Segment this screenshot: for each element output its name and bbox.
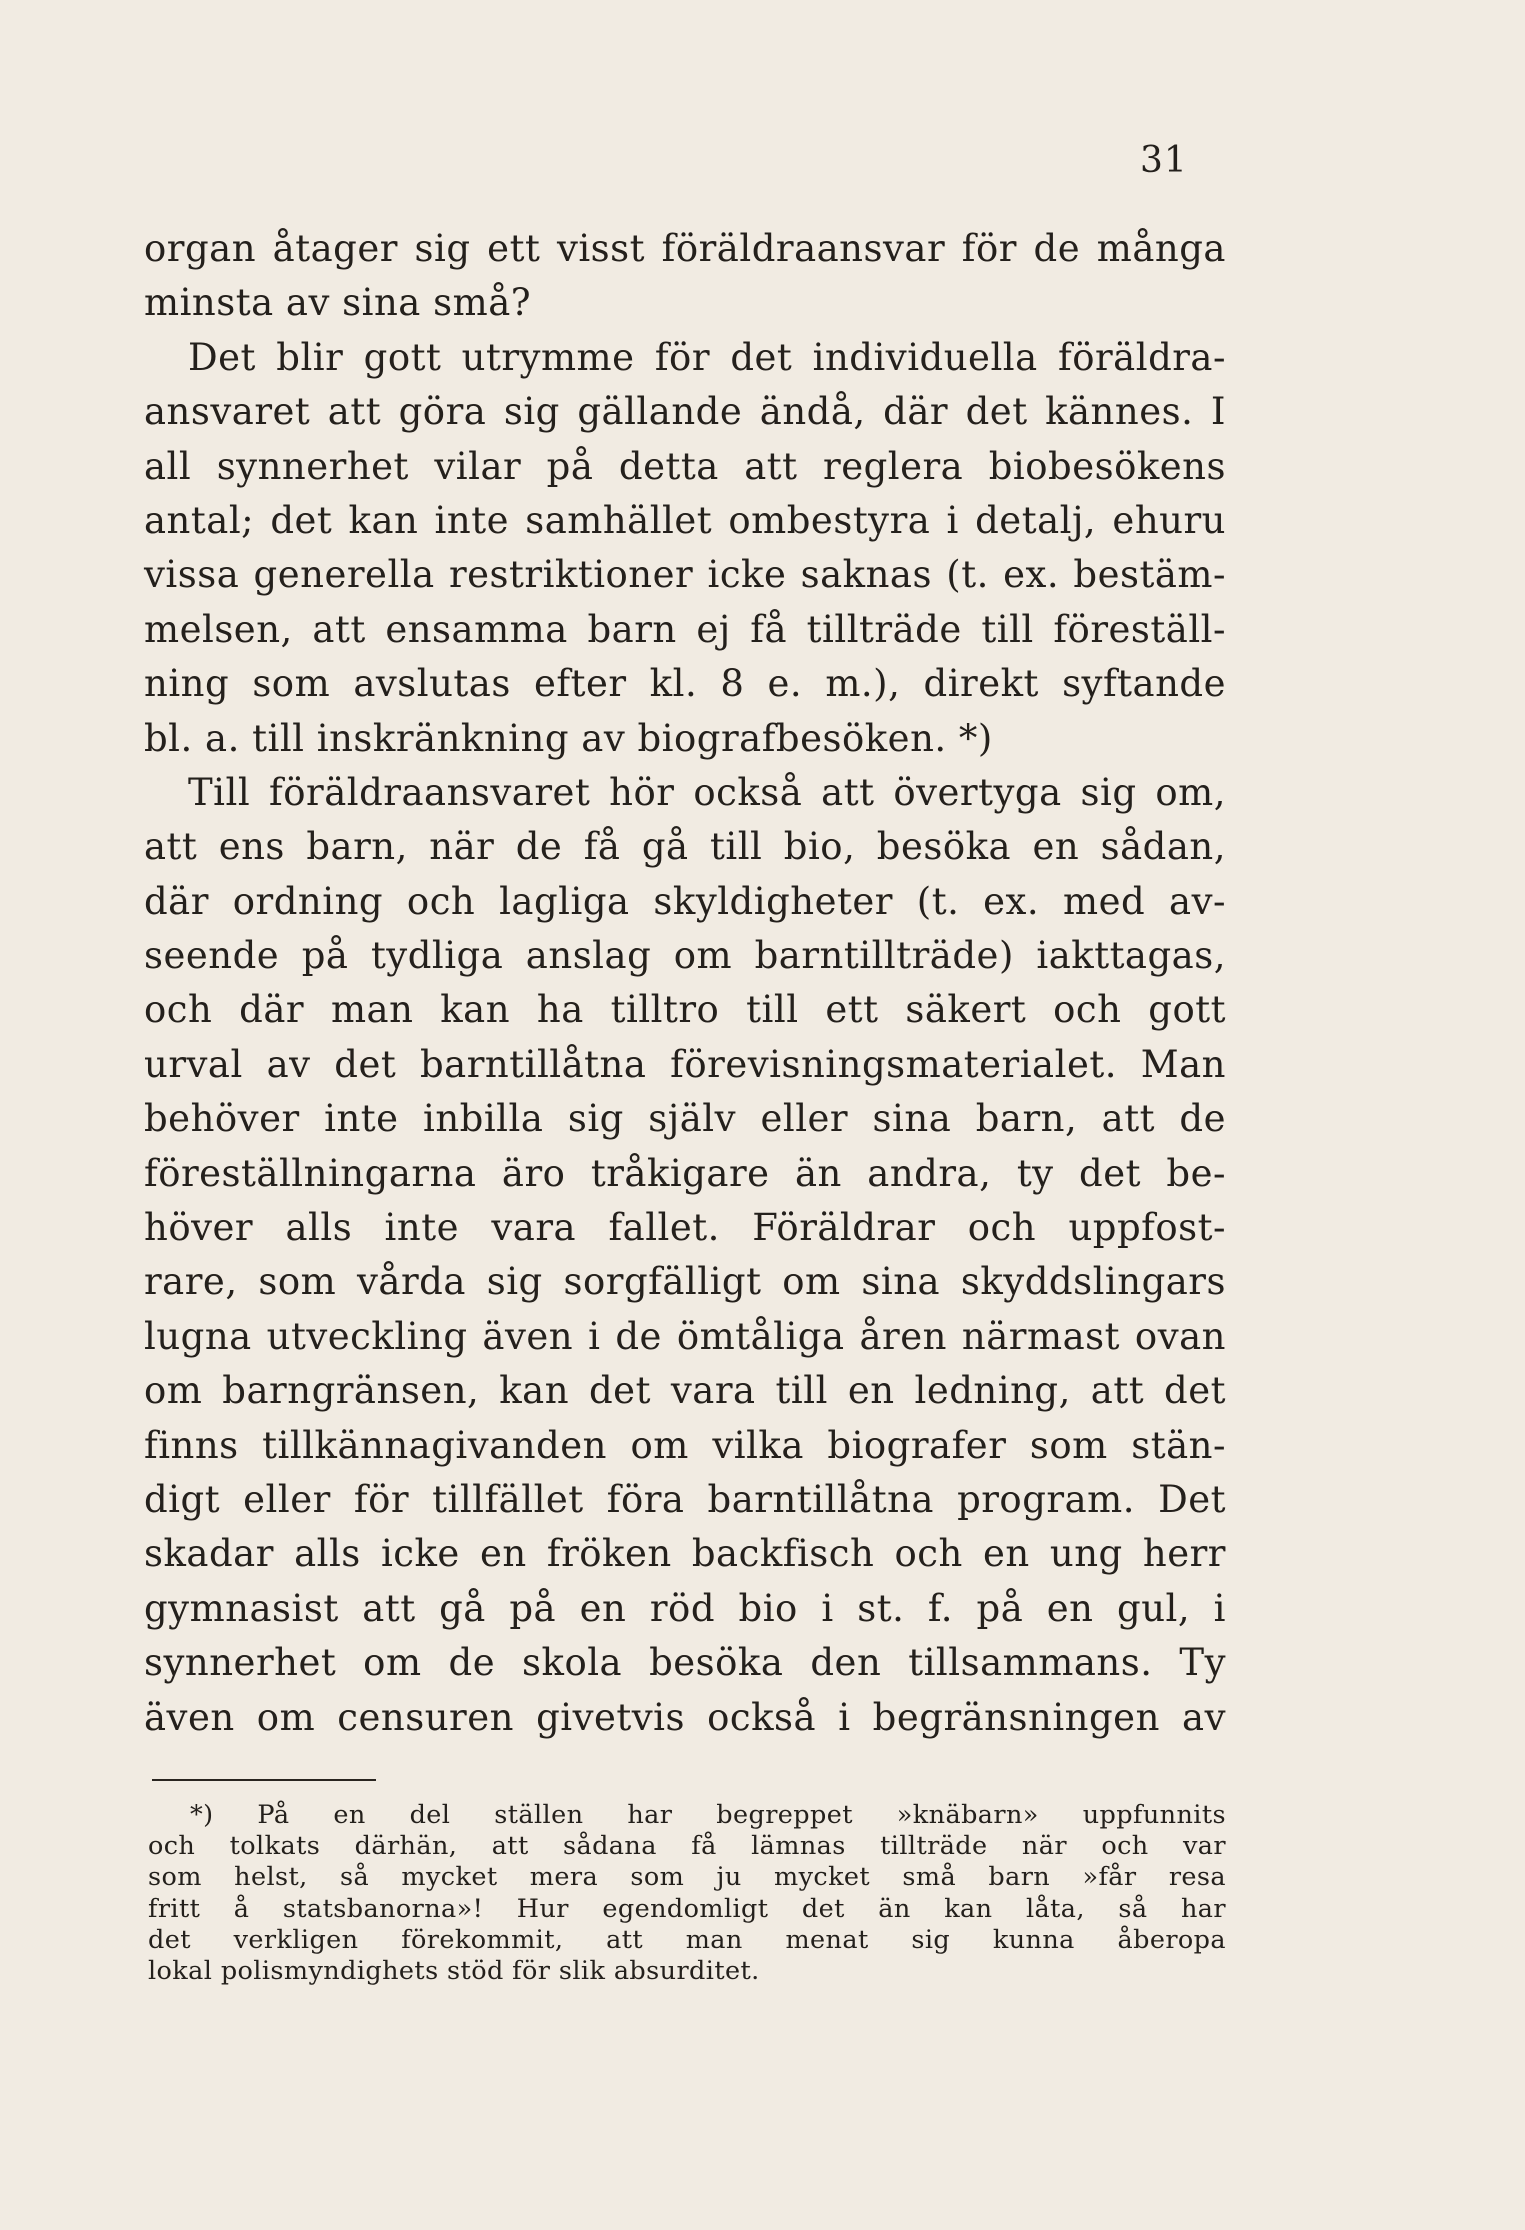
text-line: behöver inte inbilla sig själv eller sina barn, att de bbox=[144, 1097, 1226, 1141]
text-line: rare, som vårda sig sorgfälligt om sina skyddslingars bbox=[144, 1260, 1226, 1304]
footnote-line: och tolkats därhän, att sådana få lämnas tillträde när och var bbox=[148, 1831, 1226, 1862]
page-number: 31 bbox=[1140, 140, 1188, 181]
text-line: ning som avslutas efter kl. 8 e. m.), direkt syftande bbox=[144, 662, 1226, 706]
text-line: all synnerhet vilar på detta att reglera biobesökens bbox=[144, 444, 1226, 488]
footnote-line: lokal polismyndighets stöd för slik absurditet. bbox=[148, 1955, 760, 1986]
footnote-line: fritt å statsbanorna»! Hur egendomligt det än kan låta, så har bbox=[148, 1893, 1226, 1924]
text-line: minsta av sina små? bbox=[144, 281, 532, 325]
text-line: ansvaret att göra sig gällande ändå, där det kännes. I bbox=[144, 390, 1226, 434]
text-line: Till föräldraansvaret hör också att övertyga sig om, bbox=[188, 770, 1226, 814]
text-line: digt eller för tillfället föra barntillåtna program. Det bbox=[144, 1477, 1226, 1521]
text-line: lugna utveckling även i de ömtåliga åren närmast ovan bbox=[144, 1314, 1226, 1358]
text-line: gymnasist att gå på en röd bio i st. f. på en gul, i bbox=[144, 1586, 1226, 1630]
text-line: höver alls inte vara fallet. Föräldrar och uppfost- bbox=[144, 1206, 1226, 1250]
footnote-divider bbox=[152, 1779, 376, 1781]
text-line: antal; det kan inte samhället ombestyra i detalj, ehuru bbox=[144, 498, 1226, 542]
text-line: synnerhet om de skola besöka den tillsammans. Ty bbox=[144, 1641, 1226, 1685]
text-line: vissa generella restriktioner icke saknas (t. ex. bestäm- bbox=[144, 553, 1226, 597]
text-line: och där man kan ha tilltro till ett säkert och gott bbox=[144, 988, 1226, 1032]
text-line: finns tillkännagivanden om vilka biografer som stän- bbox=[144, 1423, 1226, 1467]
text-line: om barngränsen, kan det vara till en ledning, att det bbox=[144, 1369, 1226, 1413]
text-line: att ens barn, när de få gå till bio, besöka en sådan, bbox=[144, 825, 1226, 869]
body-text bbox=[144, 222, 1226, 1745]
footnote-line: *) På en del ställen har begreppet »knäbarn» uppfunnits bbox=[190, 1800, 1226, 1830]
text-line: bl. a. till inskränkning av biografbesöken. *) bbox=[144, 716, 993, 760]
text-line: även om censuren givetvis också i begränsningen av bbox=[144, 1695, 1226, 1739]
footnote bbox=[148, 1800, 1226, 1987]
text-line: urval av det barntillåtna förevisningsmaterialet. Man bbox=[144, 1042, 1226, 1086]
text-line: seende på tydliga anslag om barntillträde) iakttagas, bbox=[144, 934, 1226, 978]
text-line: föreställningarna äro tråkigare än andra, ty det be- bbox=[144, 1151, 1226, 1195]
text-line: melsen, att ensamma barn ej få tillträde till föreställ- bbox=[144, 607, 1226, 651]
text-line: organ åtager sig ett visst föräldraansvar för de många bbox=[144, 227, 1226, 270]
footnote-line: det verkligen förekommit, att man menat sig kunna åberopa bbox=[148, 1924, 1226, 1955]
text-line: Det blir gott utrymme för det individuella föräldra- bbox=[188, 335, 1226, 379]
text-line: skadar alls icke en fröken backfisch och en ung herr bbox=[144, 1532, 1226, 1576]
text-line: där ordning och lagliga skyldigheter (t. ex. med av- bbox=[144, 879, 1226, 923]
footnote-line: som helst, så mycket mera som ju mycket små barn »får resa bbox=[148, 1862, 1226, 1893]
